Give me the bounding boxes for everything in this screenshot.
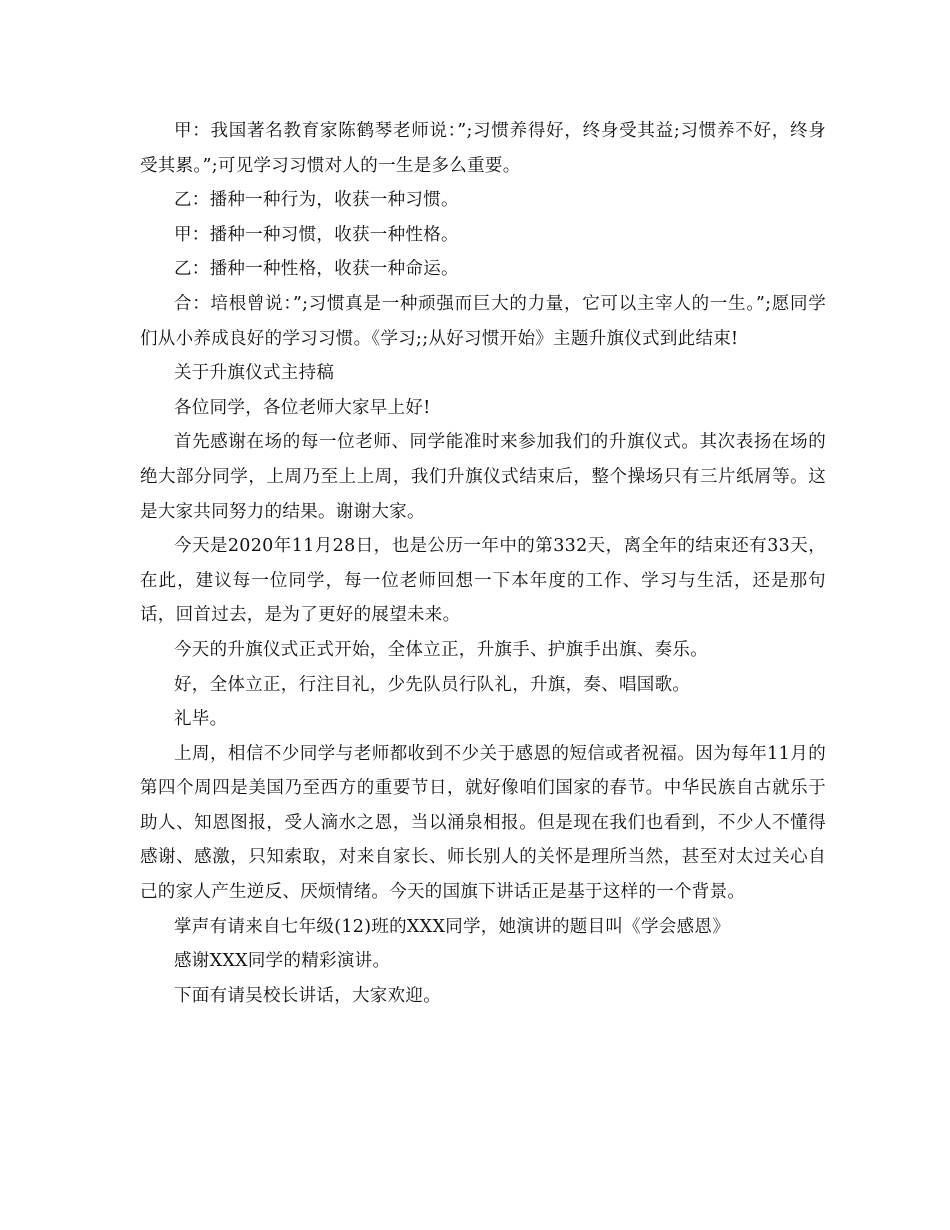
speech-invite-paragraph: 掌声有请来自七年级(12)班的XXX同学，她演讲的题目叫《学会感恩》: [174, 916, 730, 937]
section-title: 关于升旗仪式主持稿: [174, 363, 335, 384]
anthem-paragraph: 好，全体立正，行注目礼，少先队员行队礼，升旗，奏、唱国歌。: [174, 674, 691, 695]
dialogue-together-closing: 合：培根曾说：”;习惯真是一种顽强而巨大的力量，它可以主宰人的一生。”;愿同学们从小养成良好的学习习惯。《学习;;从好习惯开始》主题升旗仪式到此结束!: [140, 293, 826, 349]
gratitude-background-paragraph: 上周，相信不少同学与老师都收到不少关于感恩的短信或者祝福。因为每年11月的第四个周四是美国乃至西方的重要节日，就好像咱们国家的春节。中华民族自古就乐于助人、知恩图报，受人滴水之恩，当以涌泉相报。但是现在我们也看到，不少人不懂得感谢、感激，只知索取，对来自家长、师长别人的关怀是理所当然，甚至对太过关心自己的家人产生逆反、厌烦情绪。今天的国旗下讲话正是基于这样的一个背景。: [140, 743, 826, 903]
dialogue-yi-character: 乙：播种一种性格，收获一种命运。: [174, 259, 459, 280]
thanks-paragraph: 首先感谢在场的每一位老师、同学能准时来参加我们的升旗仪式。其次表扬在场的绝大部分同学，上周乃至上上周，我们升旗仪式结束后，整个操场只有三片纸屑等。这是大家共同努力的结果。谢谢大家。: [140, 432, 826, 522]
date-paragraph: 今天是2020年11月28日，也是公历一年中的第332天，离全年的结束还有33天，在此，建议每一位同学，每一位老师回想一下本年度的工作、学习与生活，还是那句话，回首过去，是为了更好的展望未来。: [140, 536, 826, 626]
salute-end-paragraph: 礼毕。: [174, 709, 228, 730]
speech-thanks-paragraph: 感谢XXX同学的精彩演讲。: [174, 951, 391, 972]
ceremony-start-paragraph: 今天的升旗仪式正式开始，全体立正，升旗手、护旗手出旗、奏乐。: [174, 639, 708, 660]
document-page: [140, 114, 826, 1013]
dialogue-yi-behavior: 乙：播种一种行为，收获一种习惯。: [174, 190, 459, 211]
dialogue-jia-habit: 甲：播种一种习惯，收获一种性格。: [174, 224, 459, 245]
principal-invite-paragraph: 下面有请吴校长讲话，大家欢迎。: [174, 985, 441, 1006]
greeting-paragraph: 各位同学，各位老师大家早上好!: [174, 397, 431, 418]
dialogue-jia-quote: 甲：我国著名教育家陈鹤琴老师说：”;习惯养得好，终身受其益;习惯养不好，终身受其累。”;可见学习习惯对人的一生是多么重要。: [140, 121, 826, 176]
